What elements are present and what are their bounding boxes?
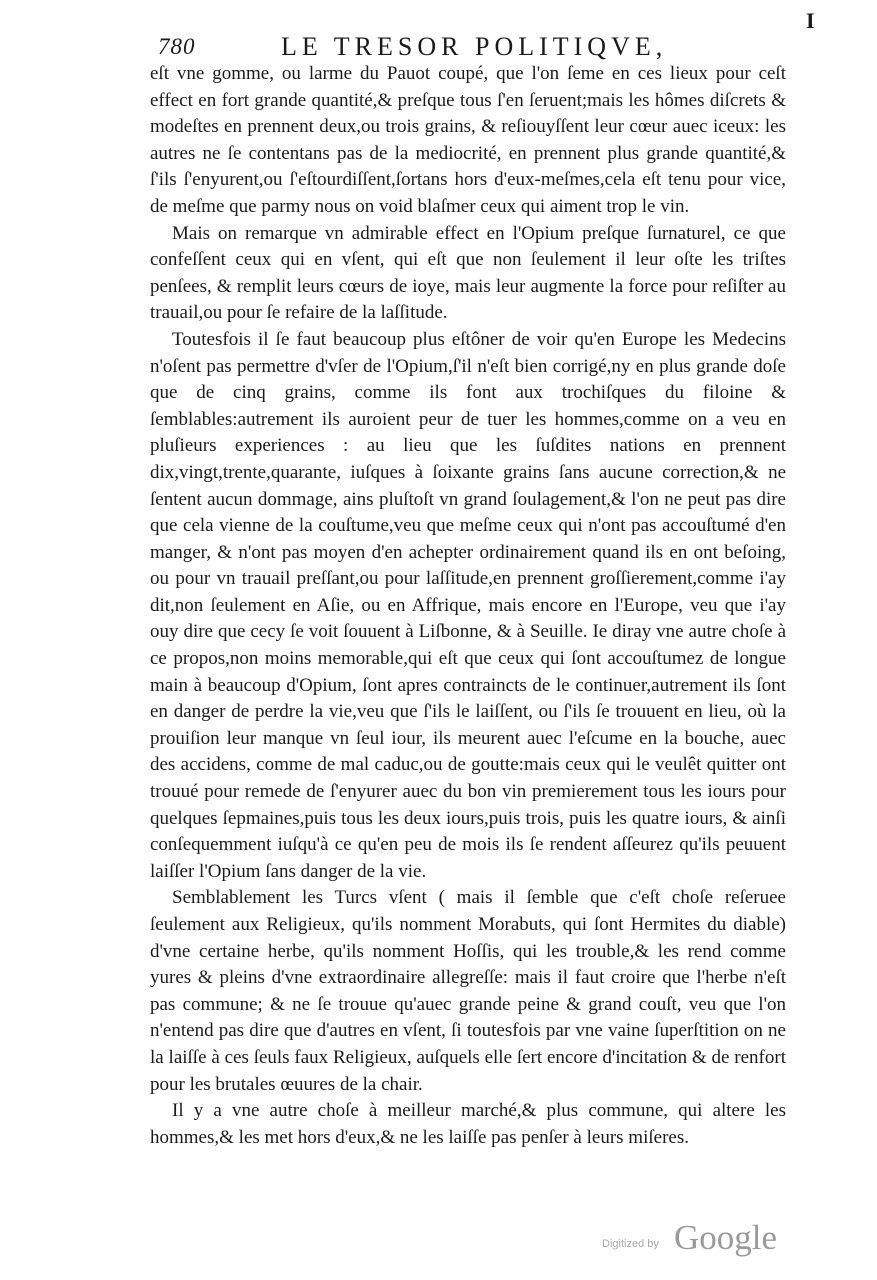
page-number: 780 xyxy=(158,34,196,59)
paragraph-opium-gum: eſt vne gomme, ou larme du Pauot coupé, que l'on ſeme en ces lieux pour ceſt effect en fort grande quantité,& preſque tous ſ'en ſeruent;mais les hômes diſcrets & modeſtes en prennent deux,ou trois grains, & reſiouyſſent leur cœur auec iceux: les autres ne ſe contentans pas de la mediocrité, en prennent plus grande quantité,& ſ'ils ſ'enyurent,ou ſ'eſtourdiſſent,ſortans hors d'eux-meſmes,cela eſt tenu pour vice, de meſme que parmy nous on void blaſmer ceux qui aiment trop le vin. xyxy=(150,63,786,217)
corner-mark: I xyxy=(806,8,815,33)
running-title: LE TRESOR POLITIQVE, xyxy=(281,32,668,61)
paragraph-turkish-herb: Semblablement les Turcs vſent ( mais il ſemble que c'eſt choſe reſeruee ſeulement aux Religieux, qu'ils nomment Morabuts, qui ſont Hermites du diable) d'vne certaine herbe, qu'ils nomment Hoſſis, qui les trouble,& les rend comme yures & pleins d'vne extraordinaire allegreſſe: mais il faut croire que l'herbe n'eſt pas commune; & ne ſe trouue qu'auec grande peine & grand couſt, veu que l'on n'entend pas dire que d'autres en vſent, ſi toutesfois par vne vaine ſuperſtition on ne la laiſſe à ces ſeuls faux Religieux, auſquels elle ſert encore d'incitation & de renfort pour les brutales œuures de la chair. xyxy=(150,887,786,1095)
google-logo: Google xyxy=(674,1218,778,1257)
digitization-watermark xyxy=(602,1218,802,1268)
paragraph-european-physicians: Toutesfois il ſe faut beaucoup plus eſtôner de voir qu'en Europe les Medecins n'oſent pas permettre d'vſer de l'Opium,ſ'il n'eſt bien corrigé,ny en plus grande doſe que de cinq grains, comme ils font aux trochiſques du filoine & ſemblables:autrement ils auroient peur de tuer les hommes,comme on a veu en pluſieurs experiences : au lieu que les ſuſdites nations en prennent dix,vingt,trente,quarante, iuſques à ſoixante grains ſans aucune correction,& ne ſentent aucun dommage, ains pluſtoſt vn grand ſoulagement,& l'on ne peut pas dire que cela vienne de la couſtume,veu que meſme ceux qui n'ont pas accouſtumé d'en manger, & n'ont pas moyen d'en achepter ordinairement quand ils en ont beſoing, ou pour vn trauail preſſant,ou pour laſſitude,en prennent groſſierement,comme i'ay dit,non ſeulement en Aſie, ou en Affrique, mais encore en l'Europe, veu que i'ay ouy dire que cecy ſe voit ſouuent à Liſbonne, & à Seuille. Ie diray vne autre choſe à ce propos,non moins memorable,qui eſt que ceux qui ſont accouſtumez de longue main à beaucoup d'Opium, ſont apres contraincts de le continuer,autrement ils ſont en danger de perdre la vie,veu que ſ'ils le laiſſent, ou ſ'ils ſe trouuent en lieu, où la prouiſion leur manque vn ſeul iour, ils meurent auec l'eſcume en la bouche, auec des accidens, comme de mal caduc,ou de goutte:mais ceux qui le veulêt quitter ont trouué pour remede de ſ'enyurer auec du bon vin premierement tous les iours pour quelques ſepmaines,puis tous les deux iours,puis trois, puis les quatre iours, & ainſi conſequemment iuſqu'à ce qu'en peu de mois ils ſe rendent aſſeurez qu'ils peuuent laiſſer l'Opium ſans danger de la vie. xyxy=(150,328,786,882)
body-text xyxy=(150,61,786,1151)
page-header xyxy=(158,34,798,64)
paragraph-opium-effect: Mais on remarque vn admirable effect en l'Opium preſque ſurnaturel, ce que confeſſent ceux qui en vſent, qui eſt que non ſeulement il leur oſte les triſtes penſees, & remplit leurs cœurs de ioye, mais leur augmente la force pour reſiſter au trauail,ou pour ſe refaire de la laſſitude. xyxy=(150,222,786,324)
paragraph-cheaper-substance: Il y a vne autre choſe à meilleur marché,& plus commune, qui altere les hommes,& les met hors d'eux,& ne les laiſſe pas penſer à leurs miſeres. xyxy=(150,1100,786,1148)
digitized-by-label: Digitized by xyxy=(602,1238,659,1250)
